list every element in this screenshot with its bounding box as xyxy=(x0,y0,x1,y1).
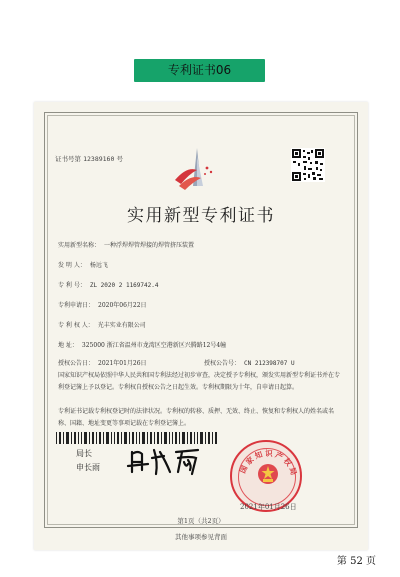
cert-no-label: 证书号第 xyxy=(55,155,81,163)
field-value: 2020年06月22日 xyxy=(98,302,147,309)
field-label: 专 利 号： xyxy=(58,282,86,289)
field-label: 实用新型名称： xyxy=(58,242,101,249)
qr-code-icon xyxy=(291,148,325,182)
field-label: 发 明 人： xyxy=(58,262,86,269)
section-banner: 专利证书06 xyxy=(134,59,265,82)
field-grant-date xyxy=(58,358,147,367)
field-inventor xyxy=(58,260,108,269)
footer-note: 其他事项参见背面 xyxy=(175,533,227,541)
field-patent-number xyxy=(58,280,158,289)
director-title: 局长 xyxy=(76,449,92,458)
field-application-date xyxy=(58,300,147,309)
field-value: CN 212398707 U xyxy=(244,360,295,367)
certificate-title: 实用新型专利证书 xyxy=(127,206,275,226)
cnipa-emblem-icon xyxy=(167,146,227,192)
field-value: ZL 2020 2 1169742.4 xyxy=(89,282,159,289)
cert-no-value: 12389160 xyxy=(83,155,115,163)
director-name-label: 申长雨 xyxy=(76,463,100,472)
field-value: 光丰实业有限公司 xyxy=(97,322,146,329)
field-announcement-number xyxy=(204,358,295,367)
cert-no-suffix: 号 xyxy=(116,155,123,163)
field-label: 授权公告日： xyxy=(58,360,95,367)
patent-certificate xyxy=(34,102,368,550)
seal-date: 2021年01月26日 xyxy=(240,503,297,511)
field-value: 一种浮焊焊管焊接的焊管挤压装置 xyxy=(104,242,195,249)
page-info: 第1页（共2页） xyxy=(177,517,225,525)
svg-text:国家知识产权局 xyxy=(237,448,299,478)
certificate-body-paragraph: 国家知识产权局依照中华人民共和国专利法经过初步审查，决定授予专利权，颁发实用新型专利证书并在专利登记簿上予以登记。专利权自授权公告之日起生效。专利权期限为十年，自申请日起算。 xyxy=(58,372,341,391)
field-utility-model-name xyxy=(58,240,194,249)
field-patentee xyxy=(58,320,146,329)
field-value: 杨远飞 xyxy=(89,262,108,269)
field-value: 325000 浙江省温州市龙湾区空港新区兴腾路12号4幢 xyxy=(81,342,227,349)
document-page-number: 第 52 页 xyxy=(336,556,376,567)
certificate-body-paragraph: 专利证书记载专利权登记时的法律状况。专利权的转移、质押、无效、终止、恢复和专利权人的姓名或名称、国籍、地址变更等事项记载在专利登记簿上。 xyxy=(58,408,335,427)
field-label: 专 利 权 人： xyxy=(58,322,94,329)
field-label: 专利申请日： xyxy=(58,302,95,309)
field-address xyxy=(58,340,226,349)
director-signature xyxy=(126,442,206,478)
field-label: 授权公告号： xyxy=(204,360,241,367)
seal-org-text: 国家知识产权局 xyxy=(238,448,300,479)
certificate-number xyxy=(55,154,123,163)
field-value: 2021年01月26日 xyxy=(98,360,147,367)
field-label: 地 址： xyxy=(58,342,78,349)
